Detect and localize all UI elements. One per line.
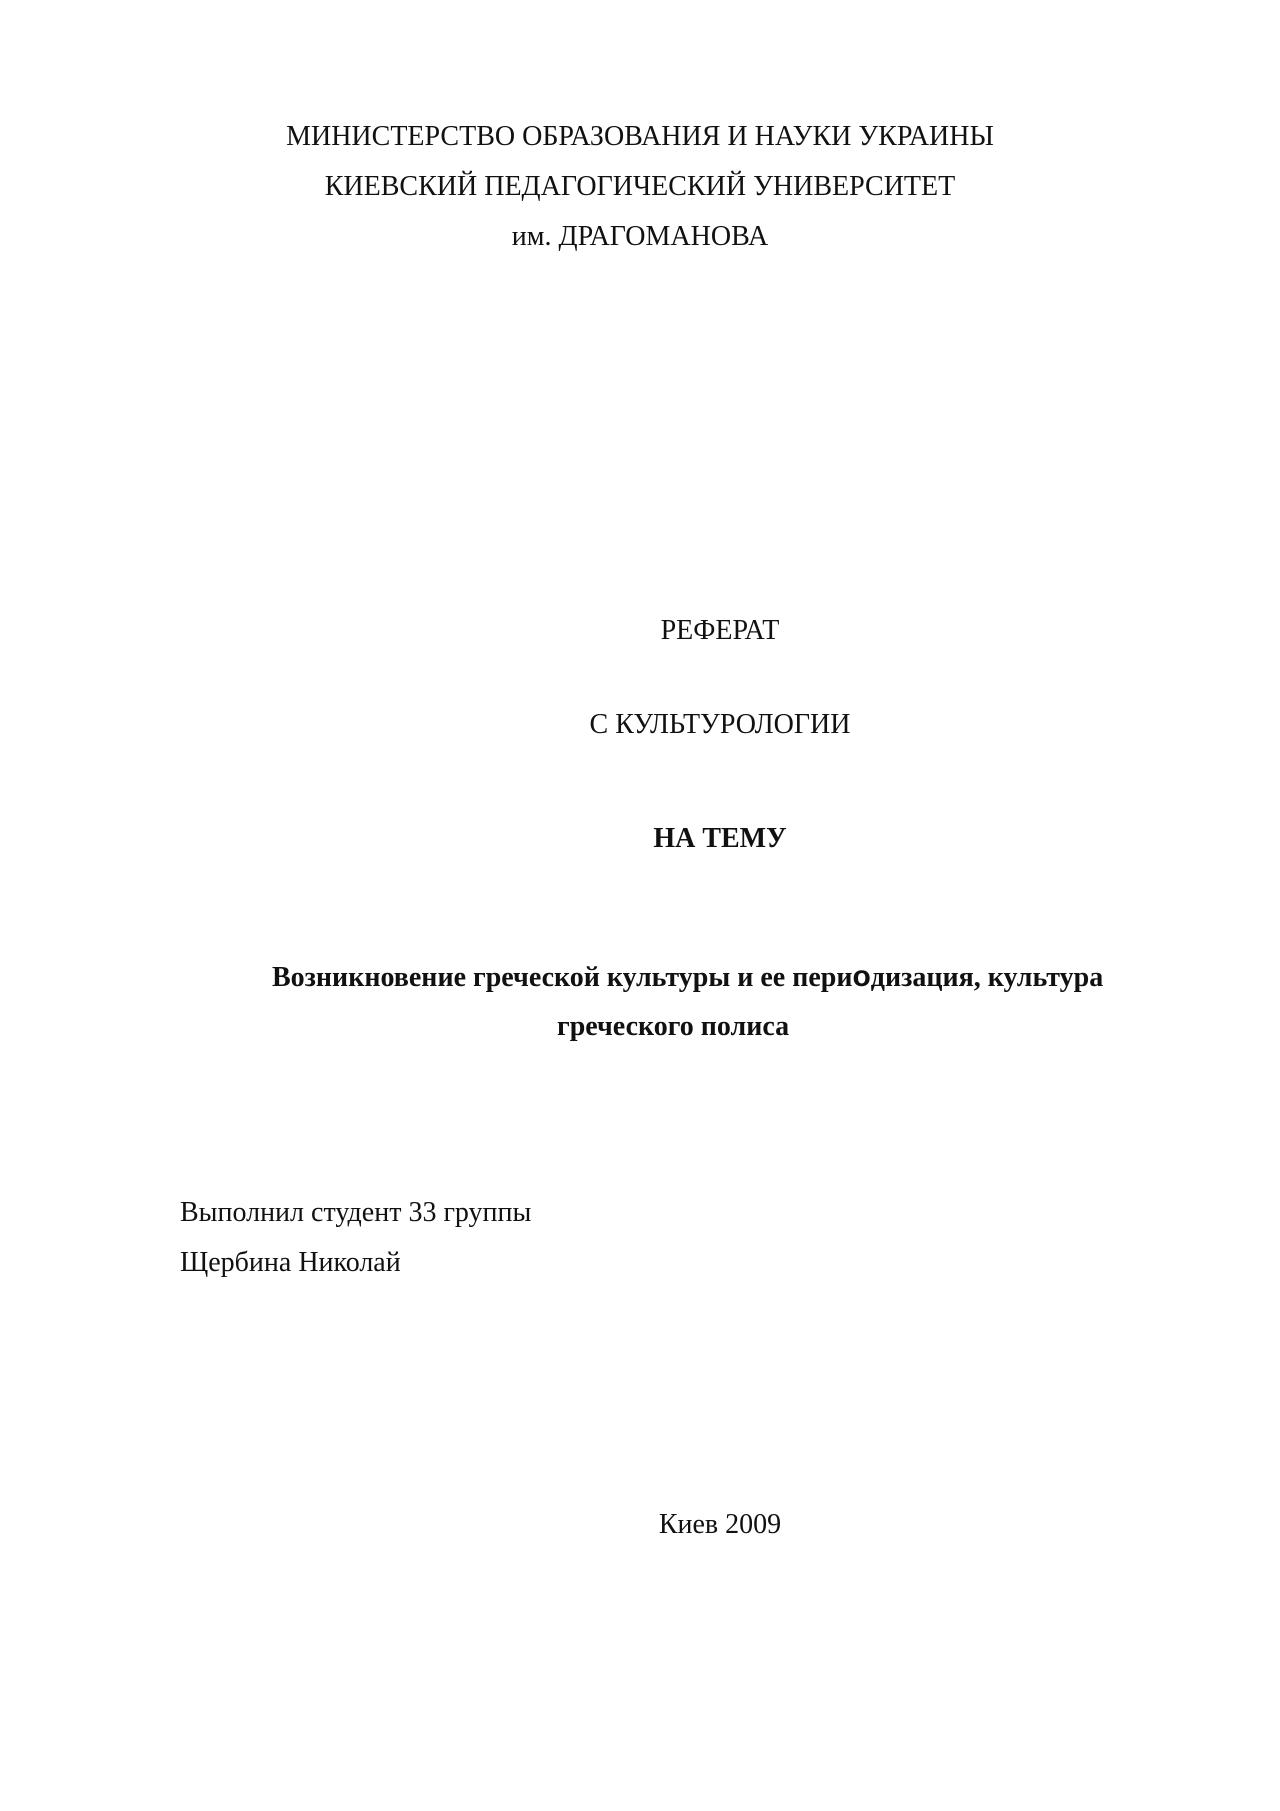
topic-label: НА ТЕМУ — [653, 823, 787, 854]
topic-title-part-2: дизация, культура — [870, 962, 1104, 993]
topic-title-part-1: Возникновение греческой культуры и ее пери — [272, 962, 853, 993]
topic-title-line-1 — [272, 960, 1103, 995]
doc-type-label: РЕФЕРАТ — [660, 615, 780, 646]
author-name: Щербина Николай — [180, 1247, 401, 1278]
performed-by-text: Выполнил студент 33 группы — [180, 1197, 532, 1228]
named-after-heading: им. ДРАГОМАНОВА — [511, 221, 769, 252]
topic-title-o: о — [852, 960, 871, 993]
city-year: Киев 2009 — [658, 1509, 782, 1540]
topic-title-line-2: греческого полиса — [557, 1011, 790, 1042]
university-heading: КИЕВСКИЙ ПЕДАГОГИЧЕСКИЙ УНИВЕРСИТЕТ — [324, 171, 956, 202]
ministry-heading: МИНИСТЕРСТВО ОБРАЗОВАНИЯ И НАУКИ УКРАИНЫ — [286, 121, 994, 152]
subject-label: С КУЛЬТУРОЛОГИИ — [589, 709, 851, 740]
